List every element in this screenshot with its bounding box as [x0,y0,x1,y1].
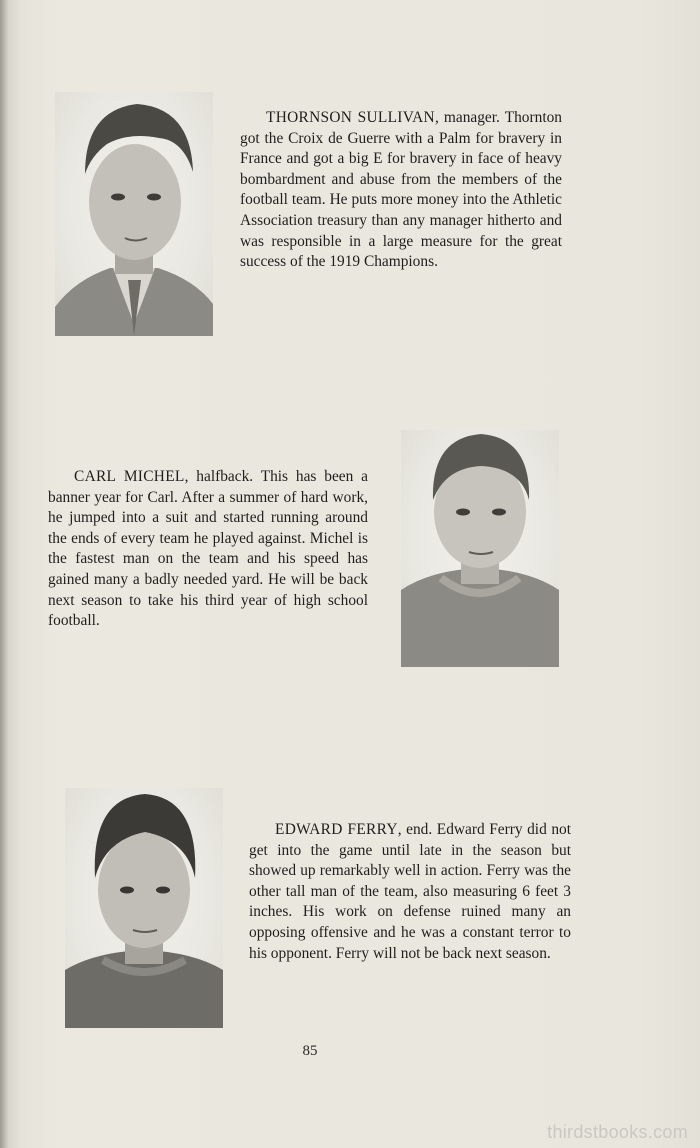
bio-text-sullivan: Thornton got the Croix de Guerre with a Palm for bravery in France and got a big E for bravery in face of heavy bombardment and abuse from the members of the football team. He puts more money into the Athletic Association treasury than any manager hitherto and was responsible in a large measure for the great success of the 1919 Champions. [240,109,562,271]
bio-text-michel: This has been a banner year for Carl. After a summer of hard work, he jumped into a suit and started running around the ends of every team he played against. Michel is the fastest man on the team and his speed has gained many a badly needed yard. He will be back next season to take his third year of high school football. [48,468,368,630]
bio-text-ferry: Edward Ferry did not get into the game until late in the season but showed up remarkably well in action. Ferry was the other tall man of the team, also measuring 6 feet 3 inches. His work on defense ruined many an opposing offensive and he was a constant terror to his opponent. Ferry will not be back next season. [249,821,571,962]
role-ferry: , end. [397,821,433,838]
name-michel: CARL MICHEL [74,468,185,485]
bio-sullivan [240,108,562,273]
book-gutter [0,0,8,1148]
portrait-photo-ferry [65,788,223,1028]
name-ferry: EDWARD FERRY [275,821,398,838]
portrait-photo-michel [401,430,559,667]
portrait-photo-sullivan [55,92,213,336]
watermark: thirdstbooks.com [547,1122,688,1142]
role-sullivan: , manager. [434,109,500,126]
role-michel: , halfback. [184,468,254,485]
page-number: 85 [302,1043,318,1059]
bio-ferry [249,820,571,964]
bio-michel [48,467,368,632]
name-sullivan: THORNSON SULLIVAN [266,109,435,126]
